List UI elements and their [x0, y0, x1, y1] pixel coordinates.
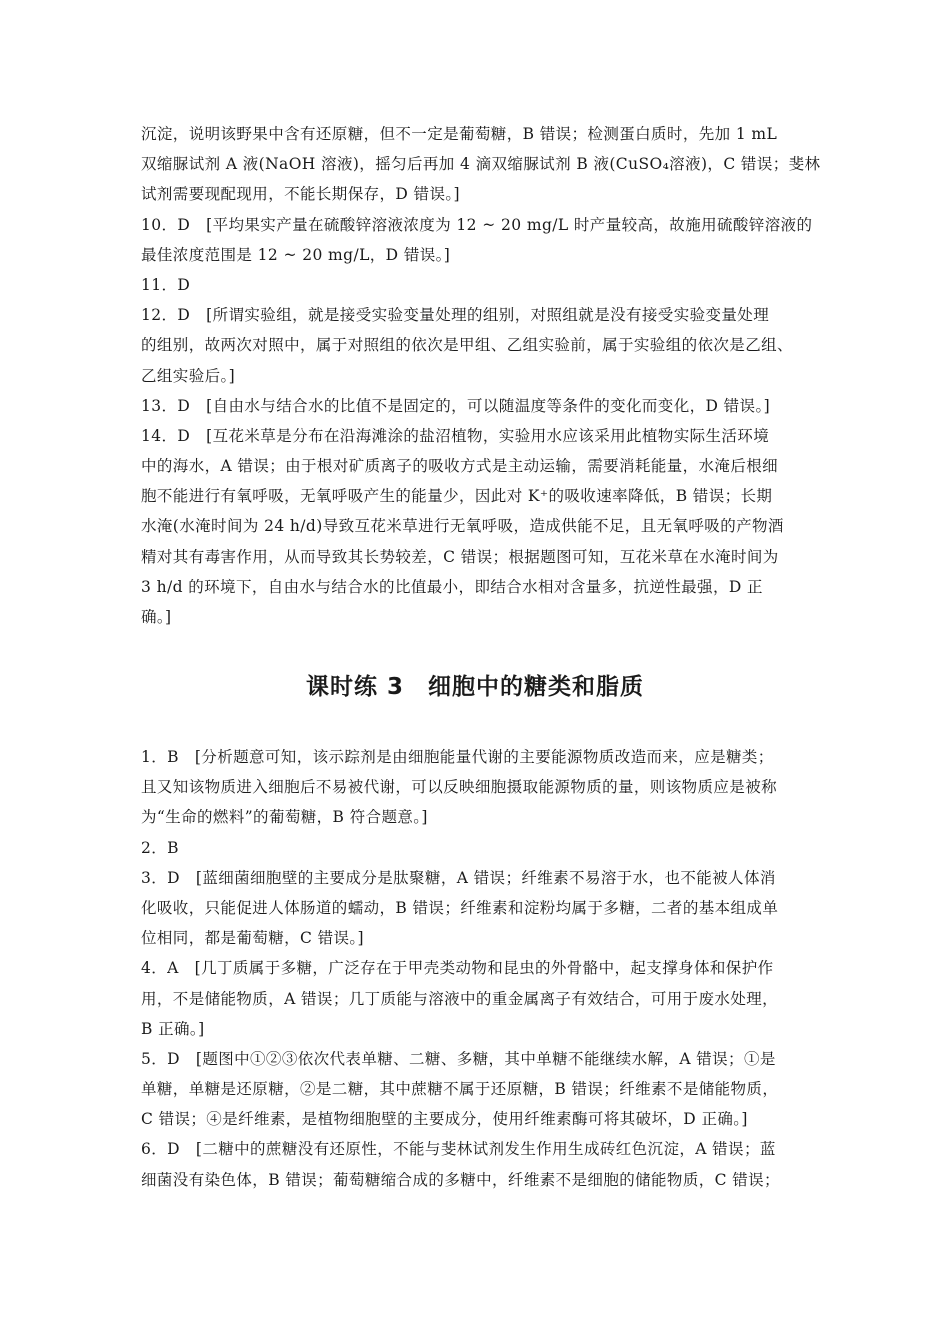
text-line: 位相同，都是葡萄糖，C 错误。] — [141, 929, 364, 948]
text-line: 4．A [几丁质属于多糖，广泛存在于甲壳类动物和昆虫的外骨骼中，起支撑身体和保护作 — [141, 959, 774, 978]
text-line: 3．D [蓝细菌细胞壁的主要成分是肽聚糖，A 错误；纤维素不易溶于水，也不能被人体消 — [141, 868, 776, 887]
text-line: 3 h/d 的环境下，自由水与结合水的比值最小，即结合水相对含量多，抗逆性最强，D 正 — [141, 577, 763, 596]
text-line: 用，不是储能物质，A 错误；几丁质能与溶液中的重金属离子有效结合，可用于废水处理， — [141, 989, 779, 1008]
answer-block-top — [141, 119, 821, 632]
text-line: 1．B [分析题意可知，该示踪剂是由细胞能量代谢的主要能源物质改造而来，应是糖类； — [141, 748, 774, 766]
section-title: 课时练 3 细胞中的糖类和脂质 — [305, 674, 644, 700]
answer-block-bottom — [141, 742, 821, 1195]
text-line: 14．D [互花米草是分布在沿海滩涂的盐沼植物，实验用水应该采用此植物实际生活环境 — [141, 426, 770, 445]
text-line: 为“生命的燃料”的葡萄糖，B 符合题意。] — [141, 808, 428, 827]
text-line: C 错误；④是纤维素，是植物细胞壁的主要成分，使用纤维素酶可将其破坏，D 正确。] — [141, 1110, 748, 1129]
text-line: 沉淀，说明该野果中含有还原糖，但不一定是葡萄糖，B 错误；检测蛋白质时，先加 1 mL — [141, 125, 778, 143]
text-line: 胞不能进行有氧呼吸，无氧呼吸产生的能量少，因此对 K⁺的吸收速率降低，B 错误；长期 — [141, 487, 773, 506]
text-line: 最佳浓度范围是 12 ~ 20 mg/L，D 错误。] — [141, 245, 451, 264]
text-line: 2．B — [141, 838, 179, 857]
text-line: 精对其有毒害作用，从而导致其长势较差，C 错误；根据题图可知，互花米草在水淹时间为 — [141, 547, 779, 566]
text-line: 13．D [自由水与结合水的比值不是固定的，可以随温度等条件的变化而变化，D 错误。] — [141, 396, 771, 415]
text-line: B 正确。] — [141, 1019, 205, 1038]
text-line: 单糖，单糖是还原糖，②是二糖，其中蔗糖不属于还原糖，B 错误；纤维素不是储能物质， — [141, 1080, 779, 1099]
text-line: 11．D — [141, 275, 191, 294]
text-line: 且又知该物质进入细胞后不易被代谢，可以反映细胞摄取能源物质的量，则该物质应是被称 — [141, 778, 778, 797]
text-line: 水淹(水淹时间为 24 h/d)导致互花米草进行无氧呼吸，造成供能不足，且无氧呼吸的产物酒 — [141, 517, 784, 536]
text-line: 乙组实验后。] — [141, 366, 236, 385]
text-line: 双缩脲试剂 A 液(NaOH 溶液)，摇匀后再加 4 滴双缩脲试剂 B 液(CuSO₄溶液)，C 错误；斐林 — [141, 155, 821, 174]
text-line: 中的海水，A 错误；由于根对矿质离子的吸收方式是主动运输，需要消耗能量，水淹后根细 — [141, 457, 779, 476]
text-line: 6．D [二糖中的蔗糖没有还原性，不能与斐林试剂发生作用生成砖红色沉淀，A 错误；蓝 — [141, 1140, 776, 1159]
text-line: 化吸收，只能促进人体肠道的蠕动，B 错误；纤维素和淀粉均属于多糖，二者的基本组成单 — [141, 898, 779, 917]
text-line: 确。] — [141, 608, 172, 626]
text-line: 5．D [题图中①②③依次代表单糖、二糖、多糖，其中单糖不能继续水解，A 错误；①是 — [141, 1049, 776, 1068]
text-line: 10．D [平均果实产量在硫酸锌溶液浓度为 12 ~ 20 mg/L 时产量较高，故施用硫酸锌溶液的 — [141, 215, 813, 234]
text-line: 细菌没有染色体，B 错误；葡萄糖缩合成的多糖中，纤维素不是细胞的储能物质，C 错误； — [141, 1170, 780, 1189]
text-line: 12．D [所谓实验组，就是接受实验变量处理的组别，对照组就是没有接受实验变量处理 — [141, 306, 770, 325]
text-line: 的组别，故两次对照中，属于对照组的依次是甲组、乙组实验前，属于实验组的依次是乙组、 — [141, 336, 793, 355]
text-line: 试剂需要现配现用，不能长期保存，D 错误。] — [141, 185, 460, 204]
